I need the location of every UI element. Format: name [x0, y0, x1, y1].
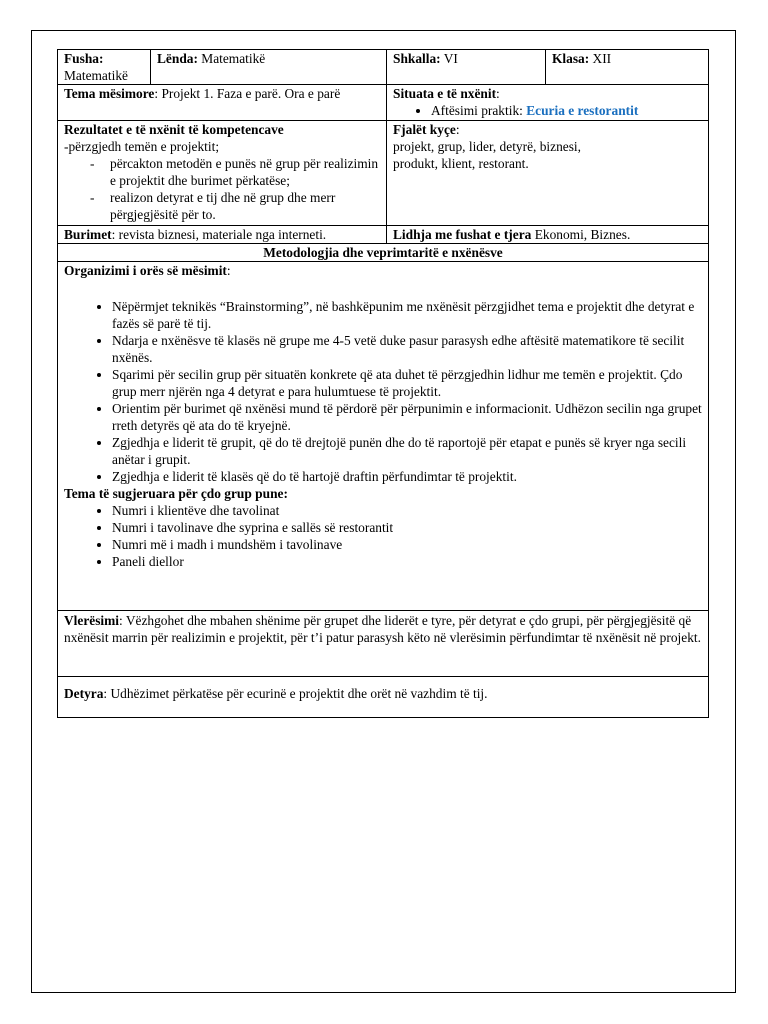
metodologjia-title: Metodologjia dhe veprimtaritë e nxënësve	[58, 244, 709, 262]
list-item: - realizon detyrat e tij dhe në grup dhe merr përgjegjësitë për to.	[110, 189, 380, 223]
detyra-cell: Detyra: Udhëzimet përkatëse për ecurinë e projektit dhe orët në vazhdim të tij.	[58, 677, 709, 718]
situata-list	[393, 102, 702, 119]
metodologjia-title-row	[58, 244, 709, 262]
shkalla-cell: Shkalla: VI	[387, 50, 546, 85]
header-row	[58, 50, 709, 85]
tema-sugjeruara-heading: Tema të sugjeruara për çdo grup pune:	[64, 486, 288, 501]
lesson-plan-table	[57, 49, 709, 718]
situata-cell: Situata e të nxënit: • Aftësimi praktik: Ecuria e restorantit	[387, 85, 709, 121]
tema-cell: Tema mësimore: Projekt 1. Faza e parë. Ora e parë	[58, 85, 387, 121]
organizimi-row	[58, 262, 709, 611]
rezultatet-row	[58, 121, 709, 226]
list-item: • Zgjedhja e liderit të grupit, që do të drejtojë punën dhe do të raportojë për etapat e punës së kryer nga secili anëtar i grupit.	[112, 434, 702, 468]
burimet-cell: Burimet: revista biznesi, materiale nga interneti.	[58, 226, 387, 244]
list-item: • Numri më i madh i mundshëm i tavolinave	[112, 536, 702, 553]
list-item: • Zgjedhja e liderit të klasës që do të hartojë draftin përfundimtar të projektit.	[112, 468, 702, 485]
rezultatet-cell: Rezultatet e të nxënit të kompetencave -përzgjedh temën e projektit; - përcakton metodën e punës në grup për realizimin e projektit dhe burimet përkatëse; - realizon detyrat e tij dhe në grup dhe merr përgjegjësitë për to.	[58, 121, 387, 226]
tema-list	[64, 502, 702, 570]
klasa-cell: Klasa: XII	[546, 50, 709, 85]
list-item: • Nëpërmjet teknikës “Brainstorming”, në bashkëpunim me nxënësit përzgjidhet tema e projektit dhe detyrat e fazës së parë të tij.	[112, 298, 702, 332]
list-item: • Orientim për burimet që nxënësi mund të përdorë për përpunimin e informacionit. Udhëzon secilin nga grupet rreth detyrës që ata do të kryejnë.	[112, 400, 702, 434]
situata-item: • Aftësimi praktik: Ecuria e restorantit	[431, 102, 702, 119]
vleresimi-cell: Vlerësimi: Vëzhgohet dhe mbahen shënime për grupet dhe liderët e tyre, për detyrat e çdo grupi, për përgjegjësitë që nxënësit marrin për realizimin e projektit, për t’i patur parasysh këto në vlerësimin përfundimtar të nxënësit në projekt.	[58, 611, 709, 677]
organizimi-cell: Organizimi i orës së mësimit: • Nëpërmjet teknikës “Brainstorming”, në bashkëpunim me nxënësit përzgjidhet tema e projektit dhe detyrat e fazës së parë të tij. • Ndarja e nxënësve të klasës në grupe me 4-5 vetë duke pasur parasysh edhe aftësitë matematikore të secilit nxënës. • Sqarimi për secilin grup për situatën konkrete që ata duhet të përzgjedhin lidhur me temën e projektit. Çdo grup merr njërën nga 4 detyrat e para hulumtuese të projektit. • Orientim për burimet që nxënësi mund të përdorë për përpunimin e informacionit. Udhëzon secilin nga grupet rreth detyrës që ata do të kryejnë. • Zgjedhja e liderit të grupit, që do të drejtojë punën dhe do të raportojë për etapat e punës së kryer nga secili anëtar i grupit. • Zgjedhja e liderit të klasës që do të hartojë draftin përfundimtar të projektit. Tema të sugjeruara për çdo grup pune: • Numri i klientëve dhe tavolinat • Numri i tavolinave dhe syprina e sallës së restorantit • Numri më i madh i mundshëm i tavolinave • Paneli diellor	[58, 262, 709, 611]
fjalet-cell: Fjalët kyçe: projekt, grup, lider, detyrë, biznesi, produkt, klient, restorant.	[387, 121, 709, 226]
organizimi-list	[64, 298, 702, 485]
rezultatet-list	[64, 155, 380, 223]
lidhja-cell: Lidhja me fushat e tjera Ekonomi, Biznes.	[387, 226, 709, 244]
list-item: • Paneli diellor	[112, 553, 702, 570]
list-item: • Ndarja e nxënësve të klasës në grupe me 4-5 vetë duke pasur parasysh edhe aftësitë matematikore të secilit nxënës.	[112, 332, 702, 366]
list-item: • Numri i klientëve dhe tavolinat	[112, 502, 702, 519]
list-item: • Sqarimi për secilin grup për situatën konkrete që ata duhet të përzgjedhin lidhur me temën e projektit. Çdo grup merr njërën nga 4 detyrat e para hulumtuese të projektit.	[112, 366, 702, 400]
tema-row	[58, 85, 709, 121]
detyra-row	[58, 677, 709, 718]
lenda-cell: Lënda: Matematikë	[151, 50, 387, 85]
list-item: - përcakton metodën e punës në grup për realizimin e projektit dhe burimet përkatëse;	[110, 155, 380, 189]
list-item: • Numri i tavolinave dhe syprina e sallës së restorantit	[112, 519, 702, 536]
fusha-cell: Fusha: Matematikë	[58, 50, 151, 85]
vleresimi-row	[58, 611, 709, 677]
burimet-row	[58, 226, 709, 244]
